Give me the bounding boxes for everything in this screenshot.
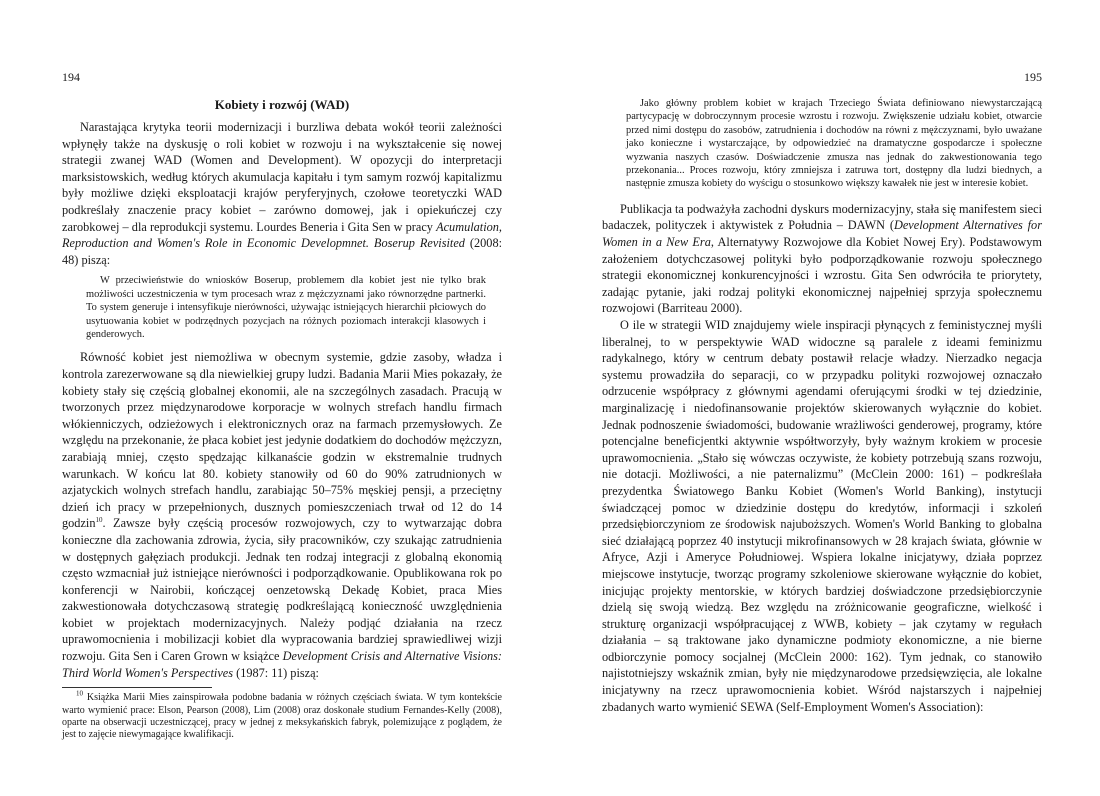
block-quote-beneria-sen: W przeciwieństwie do wniosków Boserup, problemem dla kobiet jest nie tylko brak możliwości uczestniczenia w tym procesach wraz z mężczyznami jako równorzędne partnerki. To system generuje i intensyfikuje nierówności, używając istniejących hierarchii płciowych do usytuowania kobiet w podrzędnych pozycjach na różnych poziomach interakcji klasowych i genderowych. xyxy=(86,275,486,340)
block-quote-sen-grown: Jako główny problem kobiet w krajach Trzeciego Świata definiowano niewystarczającą partycypację w dobroczynnym procesie wzrostu i rozwoju. Zwiększenie udziału kobiet, otwarcie przed nimi dostępu do zasobów, zatrudnienia i dochodów na równi z mężczyznami, było uważane jako konieczne i wystarczające, by odpowiedzieć na dramatyczne gospodarcze i społeczne wyzwania naszych czasów. Doświadczenie zmusza nas jednak do zakwestionowania tego przekonania... Proces rozwoju, który zmniejsza i zatruwa tort, dostępny dla ludzi biednych, a następnie zmusza kobiety do wyścigu o stosunkowo większy kawałek nie jest w interesie kobiet. xyxy=(626,98,1042,190)
paragraph-intro: Narastająca krytyka teorii modernizacji i burzliwa debata wokół teorii zależności wpłynęły także na dyskusję o roli kobiet w rozwoju i na wykształcenie się nowej strategii zwanej WAD (Women and Development). W opozycji do interpretacji marksistowskich, według których akumulacja kapitału i tym samym rozwój kapitalizmu były możliwe dzięki eksploatacji krajów peryferyjnych, czołowe teoretyczki WAD podkreślały znaczenie pracy kobiet – zarówno domowej, jak i opiekuńczej czy zarobkowej – dla reprodukcji systemu. Lourdes Beneria i Gita Sen w pracy Acumulation, Reproduction and Women's Role in Economic Developmnet. Boserup Revisited (2008: 48) piszą: xyxy=(62,120,503,267)
paragraph-wid-wad: O ile w strategii WID znajdujemy wiele inspiracji płynących z feministycznej myśli liberalnej, to w perspektywie WAD widoczne są paralele z ideami feminizmu radykalnego, który w centrum debaty postawił relacje władzy. Nierzadko negacja systemu prowadziła do separacji, co w przypadku polityki rozwojowej oznaczało odrzucenie współpracy z głównymi agendami oferującymi środki w tej dziedzinie, marginalizację i niedofinansowanie projektów skierowanych wyłącznie do kobiet. Jednak podnoszenie świadomości, budowanie wrażliwości genderowej, programy, które potencjalne beneficjentki aktywnie współtworzyły, były ważnym krokiem w procesie uprawomocnienia. „Stało się wówczas oczywiste, że kobiety potrzebują szans rozwoju, nie dotacji. Możliwości, a nie paternalizmu” (McClein 2000: 161) – podkreślała prezydentka Światowego Banku Kobiet (Women's World Banking), instytucji świadczącej pomoc w dziedzinie dostępu do kredytów, informacji i szkoleń przedsiębiorczyniom ze środowisk najuboższych. Women's World Banking to globalna sieć działającą poprzez 40 instytucji mikrofinansowych w 28 krajach świata, głównie w Afryce, Azji i Ameryce Południowej. Wspiera lokalne inicjatywy, działa poprzez miejscowe instytucje, tworząc programy szkoleniowe skierowane wyłącznie do kobiet, inicjując projekty mentorskie, w których bardziej doświadczone przedsiębiorczynie dzielą się swoją wiedzą. Bez względu na zróżnicowanie geograficzne, wielkość i strukturę organizacji współpracującej z WWB, kobiety – jak czytamy w regułach działania – są traktowane jako dynamiczne podmioty ekonomiczne, a nie bierne odbiorczynie pomocy socjalnej (McClein 2000: 162). Tym jednak, co stanowiło najistotniejszy wskaźnik zmian, były nie międzynarodowe przedsięwzięcia, ale lokalne inicjatywny na rzecz uprawomocnienia kobiet. Wśród najstarszych i najpełniej zbadanych warto wymienić SEWA (Self-Employment Women's Association): xyxy=(602,318,1042,714)
right-page-content xyxy=(602,97,1042,715)
footnote-divider xyxy=(62,687,212,688)
section-heading: Kobiety i rozwój (WAD) xyxy=(214,97,350,112)
paragraph-dawn: Publikacja ta podważyła zachodni dyskurs modernizacyjny, stała się manifestem sieci badaczek, polityczek i aktywistek z Południa – DAWN (Development Alternatives for Women in a New Era, Alternatywy Rozwojowe dla Kobiet Nowej Ery). Podstawowym założeniem dotychczasowej polityki było podporządkowanie rozwoju społecznego strategii ekonomicznej konkurencyjności i wzrostu. Gita Sen odwróciła te priorytety, zadając pytanie, jaki rodzaj polityki ekonomicznej najpełniej sprzyja społecznemu rozwojowi (Barriteau 2000). xyxy=(602,201,1042,316)
book-title-beneria-sen: Acumulation, Reproduction and Women's Role in Economic Developmnet. Boserup Revisited xyxy=(62,219,502,251)
book-title-sen-grown: Development Crisis and Alternative Visions: Third World Women's Perspectives xyxy=(62,649,503,680)
dawn-full-name: Development Alternatives for Women in a New Era xyxy=(602,218,1042,250)
footnote-10: $^{10}$ Książka Marii Mies zainspirowała podobne badania w różnych częściach świata. W tym kontekście warto wymienić prace: Elson, Pearson (2008), Lim (2008) oraz doskonałe studium Fernandes-Kelly (2008), oparte na obserwacji uczestniczącej, pracy w jednej z meksykańskich fabryk, polemizujące z poglądem, że jest to zajęcie niewymagające kwalifikacji. xyxy=(62,689,502,741)
footnote-ref-10[interactable]: 10 xyxy=(95,516,103,525)
paragraph-mies: Równość kobiet jest niemożliwa w obecnym systemie, gdzie zasoby, władza i kontrola zarezerwowane są dla niewielkiej grupy ludzi. Badania Marii Mies pokazały, że kobiety stały się częścią globalnej ekonomii, ale na szczególnych zasadach. Pracują w tworzonych przez międzynarodowe korporacje w wolnych strefach handlu firmach włókienniczych, odzieżowych i elektronicznych oraz na farmach przemysłowych. Ze względu na przekonanie, że płaca kobiet jest jedynie dodatkiem do dochodów mężczyzn, zarabiają mniej, często spędzając kilkanaście godzin w ekstremalnie trudnych warunkach. W końcu lat 80. kobiety stanowiły od 60 do 90% zatrudnionych w azjatyckich wolnych strefach handlu, zarabiając 50–75% męskiej pensji, a przeciętny dzień ich pracy w przepełnionych, dusznych pomieszczeniach trwał od 12 do 14 godzin$^{10}$. Zawsze były częścią procesów rozwojowych, czy to wytwarzając dobra konieczne dla zachowania zdrowia, życia, siły pracowników, czy szukając zatrudnienia w dostępnych gałęziach produkcji. Jednak ten rodzaj integracji z globalną ekonomią często wzmacniał już istniejące nierówności i podporządkowanie. Opublikowana rok po konferencji w Nairobii, kończącej oenzetowską Dekadę Kobiet, praca Mies zakwestionowała dotychczasową strategię podkreślającą konieczność uwzględnienia kobiet w projektach modernizacyjnych. Należy podjąć działania na rzecz uprawomocnienia i mobilizacji kobiet dla wypracowania bardziej sprawiedliwej wizji rozwoju. Gita Sen i Caren Grown w książce Development Crisis and Alternative Visions: Third World Women's Perspectives (1987: 11) piszą: xyxy=(62,350,503,680)
page-number-right: 195 xyxy=(1024,70,1042,84)
left-page-content xyxy=(62,97,502,742)
page-number-left: 194 xyxy=(62,70,80,84)
